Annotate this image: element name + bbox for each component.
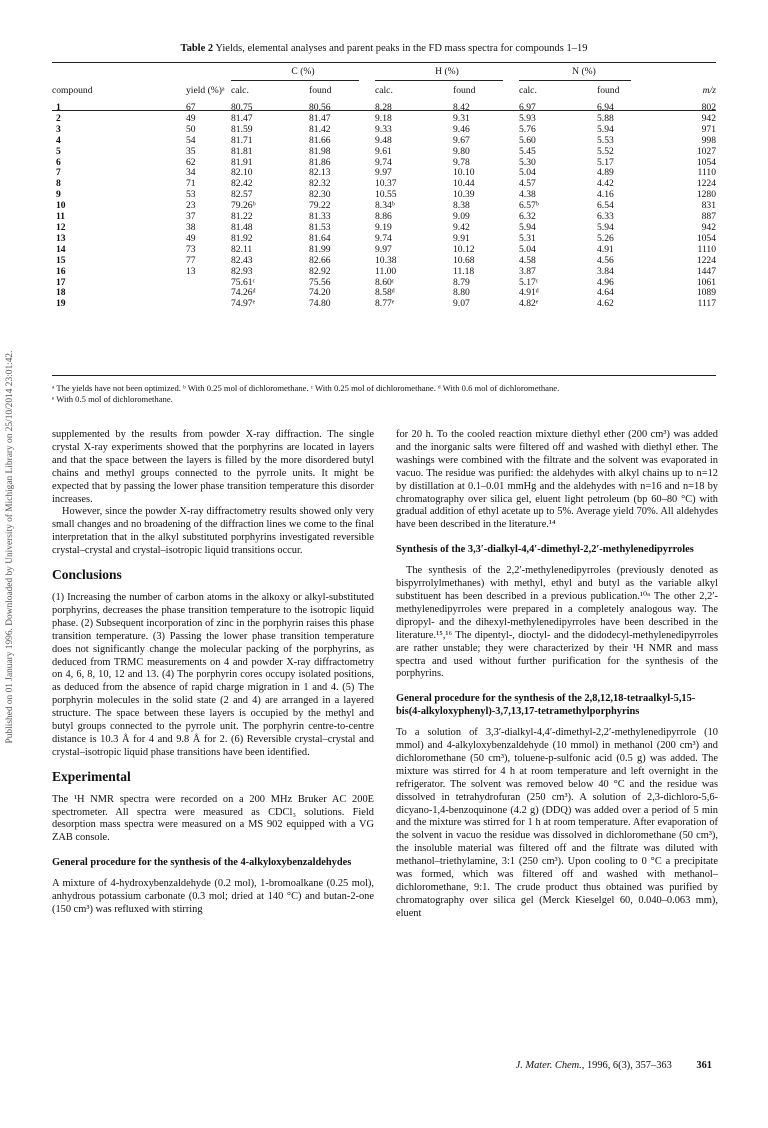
table-cell: 1089 [696,287,716,299]
compound-number: 7 [56,167,61,179]
table-cell: 81.47 [231,112,253,124]
table-cell: 8.79 [453,276,470,288]
table-cell: 37 [186,211,196,223]
table-cell: 998 [701,134,716,146]
table-cell: 9.48 [375,134,392,146]
table-cell: 74.20 [309,287,331,299]
table-cell [114,278,231,289]
compound-number: 5 [56,145,61,157]
table-cell: 82.30 [309,189,331,201]
table-cell: 1054 [696,156,716,168]
table-cell: 82.66 [309,254,331,266]
table-cell: 81.91 [231,156,253,168]
table-cell: 79.26ᵇ [231,200,256,212]
column-header: calc. [375,84,393,96]
compound-number: 17 [56,276,66,288]
table-cell: 4.64 [597,287,614,299]
table-cell: 79.22 [309,200,331,212]
table-cell: 9.07 [453,298,470,310]
table-cell: 9.91 [453,232,470,244]
table-cell: 11.00 [375,265,397,277]
table-cell: 831 [701,200,716,212]
table-caption [0,43,768,54]
table-cell: 3.84 [597,265,614,277]
table-cell: 8.38 [453,200,470,212]
compound-number: 9 [56,189,61,201]
table-cell: 4.62 [597,298,614,310]
table-cell: 6.97 [519,102,536,113]
table-cell: 82.10 [231,167,253,179]
dipyrroles-paragraph: The synthesis of the 2,2′-methylenedipyrroles (previously denoted as bispyrrolylmethanes) with methyl, ethyl and butyl as the variable alkyl substituent has been described in a previous publication.¹⁰ᵃ The other 2,2′-methylenedipyrroles were prepared in a completely analogous way. The dipropyl- and the dihexyl-methylenedipyrroles have been described in the literature.¹⁵,¹⁶ The dipentyl-, dioctyl- and the didodecyl-methylenedipyrroles are rather unstable; they were characterized by their ¹H NMR and mass spectra and used without further purification for the synthesis of the porphyrins. [396,565,718,680]
table-cell: 50 [186,123,196,135]
compound-number: 19 [56,298,66,310]
journal-citation: 1996, 6(3), 357–363 [586,1060,672,1071]
body-paragraph: However, since the powder X-ray diffractometry results showed only very small changes and no broadening of the diffraction lines we come to the final interpretation that in the alkyl substituted porphyrins investigated reversible crystal–crystal and crystal–isotropic liquid transitions occur. [52,506,374,557]
table-cell: 5.52 [597,145,614,157]
table-cell: 38 [186,221,196,233]
table-cell: 6.94 [597,102,614,113]
table-cell: 34 [186,167,196,179]
table-cell: 6.57ᵇ [519,200,539,212]
download-note: Published on 01 January 1996. Downloaded by University of Michigan Library on 25/10/2014 23:01:42. [5,350,15,744]
table-cell: 9.31 [453,112,470,124]
subsection-heading-aldehydes: General procedure for the synthesis of the 4-alkyloxybenzaldehydes [52,857,352,869]
aldehydes-paragraph: A mixture of 4-hydroxybenzaldehyde (0.2 mol), 1-bromoalkane (0.25 mol), anhydrous potassium carbonate (0.3 mol; dried at 140 °C) and butan-2-one (150 cm³) was refluxed with stirring [52,878,374,915]
table-row [52,267,716,278]
table-footnotes [52,383,716,405]
table-row [52,299,716,310]
column-header: yield (%)ᵃ [186,84,225,96]
column-header: found [453,84,476,96]
table-cell: 13 [186,265,196,277]
table-cell: 6.33 [597,211,614,223]
column-header: calc. [231,84,249,96]
table-cell: 82.92 [309,265,331,277]
experimental-paragraph: The ¹H NMR spectra were recorded on a 200 MHz Bruker AC 200E spectrometer. All spectra were measured as CDCl₃ solutions. Field desorption mass spectra were measured on a MS 902 equipped with a VG ZAB console. [52,793,374,844]
table-cell: 9.33 [375,123,392,135]
table-cell: 9.18 [375,112,392,124]
table-cell: 9.67 [453,134,470,146]
compound-number: 14 [56,243,66,255]
table-cell: 80.56 [309,102,331,113]
compound-number: 1 [56,102,61,113]
compound-number: 6 [56,156,61,168]
conclusions-paragraph: (1) Increasing the number of carbon atoms in the alkoxy or alkyl-substituted porphyrins, decreases the phase transition temperature to the isotropic liquid phase. (2) Subsequent incorporation of zinc in the porphyrin raises this phase transition temperature. (3) Passing the lower phase transition temperature does not significantly change the molecular packing of the porphyrins, as deduced from TRMC measurements on 4 and powder X-ray diffractometry on 4, 6, 8, 10, 12 and 13. (4) The porphyrin cores occupy isolated positions, as deduced from the absence of rapid charge migration in 1 and 4. (5) The porphyrin molecules in the solid state (2 and 4) are arranged in a layered structure. The space between these layers is occupied by the methyl and butyl groups connected to the pyrrole unit. The porphyrin centre-to-centre distance is 10.3 Å for 4 and 9.8 Å for 2. (6) Reversible crystal–crystal and crystal–isotropic liquid phase transitions have been identified. [52,591,374,758]
column-header: m/z [702,84,716,96]
table-cell: 5.30 [519,156,536,168]
table-cell: 71 [186,178,196,190]
table-cell [114,299,231,310]
compound-number: 15 [56,254,66,266]
table-cell: 1280 [696,189,716,201]
subsection-heading-dipyrroles: Synthesis of the 3,3′-dialkyl-4,4′-dimethyl-2,2′-methylenedipyrroles [396,544,694,556]
table-cell: 5.94 [597,221,614,233]
table-cell: 82.32 [309,178,331,190]
table-cell: 62 [186,156,196,168]
table-cell: 5.88 [597,112,614,124]
table-cell: 3.87 [519,265,536,277]
footnote-line: ᵃ The yields have not been optimized. ᵇ With 0.25 mol of dichloromethane. ᶜ With 0.25 mol of dichloromethane. ᵈ With 0.6 mol of dichloromethane. [52,383,560,393]
footnote-line: ᵉ With 0.5 mol of dichloromethane. [52,394,173,404]
table-cell: 81.53 [309,221,331,233]
table-cell: 10.44 [453,178,475,190]
table-cell: 5.17 [597,156,614,168]
table-cell: 5.93 [519,112,536,124]
table-cell: 81.22 [231,211,253,223]
table-cell: 81.86 [309,156,331,168]
table-cell: 5.17ᶜ [519,276,539,288]
table-cell: 4.96 [597,276,614,288]
table-cell: 5.04 [519,167,536,179]
table-cell: 5.04 [519,243,536,255]
table-cell: 82.43 [231,254,253,266]
table-cell: 81.71 [231,134,253,146]
column-header: found [597,84,620,96]
table-cell: 82.93 [231,265,253,277]
table-cell: 80.75 [231,102,253,113]
table-caption-text: Yields, elemental analyses and parent peaks in the FD mass spectra for compounds 1–19 [215,43,588,54]
left-column [52,429,374,917]
body-paragraph: supplemented by the results from powder X-ray diffraction. The single crystal X-ray experiments showed that the porphyrins are located in layers and that the space between the layers is filled by the more disordered butyl chains and methyl groups connected to the pyrrole units. It might be expected that by passing the lower phase transition temperature this disorder increases. [52,429,374,505]
table-cell [114,288,231,299]
page-number: 361 [696,1060,712,1071]
table-cell: 73 [186,243,196,255]
table-cell: 9.09 [453,211,470,223]
section-heading-conclusions: Conclusions [52,567,122,583]
table-cell: 1447 [696,265,716,277]
table-row [52,256,716,267]
table-cell: 23 [186,200,196,212]
table-cell: 81.59 [231,123,253,135]
table-cell: 1061 [696,276,716,288]
table-cell: 1224 [696,178,716,190]
table-cell: 6.32 [519,211,536,223]
table-cell: 4.91 [597,243,614,255]
table-cell: 10.38 [375,254,397,266]
column-header: found [309,84,332,96]
results-table [52,62,716,310]
table-cell: 54 [186,134,196,146]
table-cell: 1110 [697,167,716,179]
table-cell: 81.98 [309,145,331,157]
table-cell: 8.42 [453,102,470,113]
page-footer [516,1060,712,1071]
table-cell: 8.80 [453,287,470,299]
table-cell: 1027 [696,145,716,157]
table-cell: 8.34ᵇ [375,200,395,212]
table-cell: 1054 [696,232,716,244]
table-cell: 82.13 [309,167,331,179]
table-cell: 4.82ᵉ [519,298,539,310]
table-cell: 9.80 [453,145,470,157]
table-cell: 9.78 [453,156,470,168]
body-paragraph: for 20 h. To the cooled reaction mixture diethyl ether (200 cm³) was added and the inorganic salts were filtered off and washed with diethyl ether. The washings were combined with the filtrate and the solvent was evaporated in vacuo. The residue was purified: the aldehydes with alkyl chains up to n=12 by distillation at 0.1–0.01 mmHg and the aldehydes with n=16 and n=18 by chromatography over silica gel, eluent light petroleum (bp 60–80 °C) with gradual addition of ethyl acetate up to 5%. Average yield 70%. All aldehydes have been described in the literature.¹⁴ [396,429,718,531]
table-cell: 4.56 [597,254,614,266]
table-cell: 10.12 [453,243,475,255]
table-cell: 11.18 [453,265,475,277]
table-cell: 81.92 [231,232,253,244]
compound-number: 8 [56,178,61,190]
column-header: calc. [519,84,537,96]
table-cell: 53 [186,189,196,201]
table-cell: 8.60ᶜ [375,276,395,288]
table-cell: 10.55 [375,189,397,201]
porphyrins-paragraph: To a solution of 3,3′-dialkyl-4,4′-dimethyl-2,2′-methylenedipyrrole (10 mmol) and 4-alkyloxybenzaldehyde (10 mmol) in methanol (200 cm³) and dichloromethane (50 cm³), toluene-p-sulfonic acid (0.5 g) was added. The mixture was stirred for 4 h at room temperature and left overnight in the refrigerator. The solvent was removed below 40 °C and the residue was dissolved in tetrahydrofuran (250 cm³). A solution of 2,3-dichloro-5,6-dicyano-1,4-benzoquinone (4.2 g) (DDQ) was added over a period of 5 min and the mixture was stirred for 1 h at room temperature. After evaporation of the solvent in vacuo the residue was dissolved in dichloromethane (50 cm³), the insoluble material was filtered off and the filtrate was diluted with methanol–triethylamine, 3:1 (250 cm³). Upon cooling to 0 °C a precipitate was formed, which was filtered off and washed with methanol–dichloromethane, 9:1. The crude product thus obtained was purified by chromatography over silica gel (Merck Kieselgel 60, 0.040–0.063 mm), eluent [396,727,718,919]
table-label: Table 2 [180,43,214,54]
table-cell: 9.42 [453,221,470,233]
table-cell: 9.19 [375,221,392,233]
table-cell: 971 [701,123,716,135]
table-cell: 5.76 [519,123,536,135]
table-cell: 81.99 [309,243,331,255]
subsection-heading-porphyrins: General procedure for the synthesis of the 2,8,12,18-tetraalkyl-5,15-bis(4-alkyloxyphenyl)-3,7,13,17-tetramethylporphyrins [396,693,696,718]
table-cell: 5.60 [519,134,536,146]
compound-number: 11 [56,211,66,223]
table-cell: 9.61 [375,145,392,157]
table-cell: 5.94 [597,123,614,135]
table-cell: 77 [186,254,196,266]
table-cell: 8.58ᵈ [375,287,395,299]
table-cell: 10.37 [375,178,397,190]
table-cell: 8.28 [375,102,392,113]
table-cell: 35 [186,145,196,157]
right-column [396,429,718,921]
table-row [52,147,716,158]
table-cell: 942 [701,221,716,233]
table-cell: 8.77ᵉ [375,298,395,310]
table-cell: 4.91ᵈ [519,287,539,299]
table-bottom-rule [52,375,716,376]
table-cell: 10.39 [453,189,475,201]
table-cell: 49 [186,112,196,124]
table-cell: 5.53 [597,134,614,146]
table-cell: 6.54 [597,200,614,212]
table-cell: 4.58 [519,254,536,266]
table-cell: 9.97 [375,167,392,179]
table-cell: 4.42 [597,178,614,190]
table-cell: 81.48 [231,221,253,233]
table-cell: 942 [701,112,716,124]
table-row [52,100,716,114]
download-watermark [2,190,18,910]
table-cell: 1117 [697,298,716,310]
table-cell: 9.46 [453,123,470,135]
table-cell: 8.86 [375,211,392,223]
table-cell: 81.66 [309,134,331,146]
table-cell: 9.97 [375,243,392,255]
table-cell: 49 [186,232,196,244]
group-header-c: C (%) [291,65,315,77]
group-header-h: H (%) [435,65,459,77]
table-cell: 5.31 [519,232,536,244]
table-cell: 1110 [697,243,716,255]
table-cell: 10.68 [453,254,475,266]
table-cell: 74.97ᵉ [231,298,256,310]
table-cell: 81.42 [309,123,331,135]
compound-number: 18 [56,287,66,299]
table-row [52,136,716,147]
table-cell: 4.57 [519,178,536,190]
table-cell: 81.81 [231,145,253,157]
table-cell: 9.74 [375,232,392,244]
section-heading-experimental: Experimental [52,768,131,784]
compound-number: 13 [56,232,66,244]
table-cell: 81.47 [309,112,331,124]
table-cell: 75.61ᶜ [231,276,256,288]
table-cell: 67 [186,102,196,113]
table-cell: 1224 [696,254,716,266]
table-cell: 802 [701,102,716,113]
table-cell: 82.42 [231,178,253,190]
table-cell: 81.64 [309,232,331,244]
table-cell: 887 [701,211,716,223]
compound-number: 16 [56,265,66,277]
table-cell: 74.80 [309,298,331,310]
table-cell: 82.11 [231,243,253,255]
table-cell: 4.16 [597,189,614,201]
table-cell: 5.26 [597,232,614,244]
journal-name: J. Mater. Chem., [515,1060,585,1071]
column-header: compound [52,84,93,96]
table-cell: 75.56 [309,276,331,288]
table-cell: 74.26ᵈ [231,287,256,299]
table-cell: 82.57 [231,189,253,201]
compound-number: 12 [56,221,66,233]
table-cell: 4.38 [519,189,536,201]
table-cell: 4.89 [597,167,614,179]
compound-number: 2 [56,112,61,124]
table-cell: 5.94 [519,221,536,233]
group-header-n: N (%) [572,65,596,77]
compound-number: 10 [56,200,66,212]
table-cell: 9.74 [375,156,392,168]
table-cell: 5.45 [519,145,536,157]
compound-number: 3 [56,123,61,135]
compound-number: 4 [56,134,61,146]
table-cell: 81.33 [309,211,331,223]
table-cell: 10.10 [453,167,475,179]
